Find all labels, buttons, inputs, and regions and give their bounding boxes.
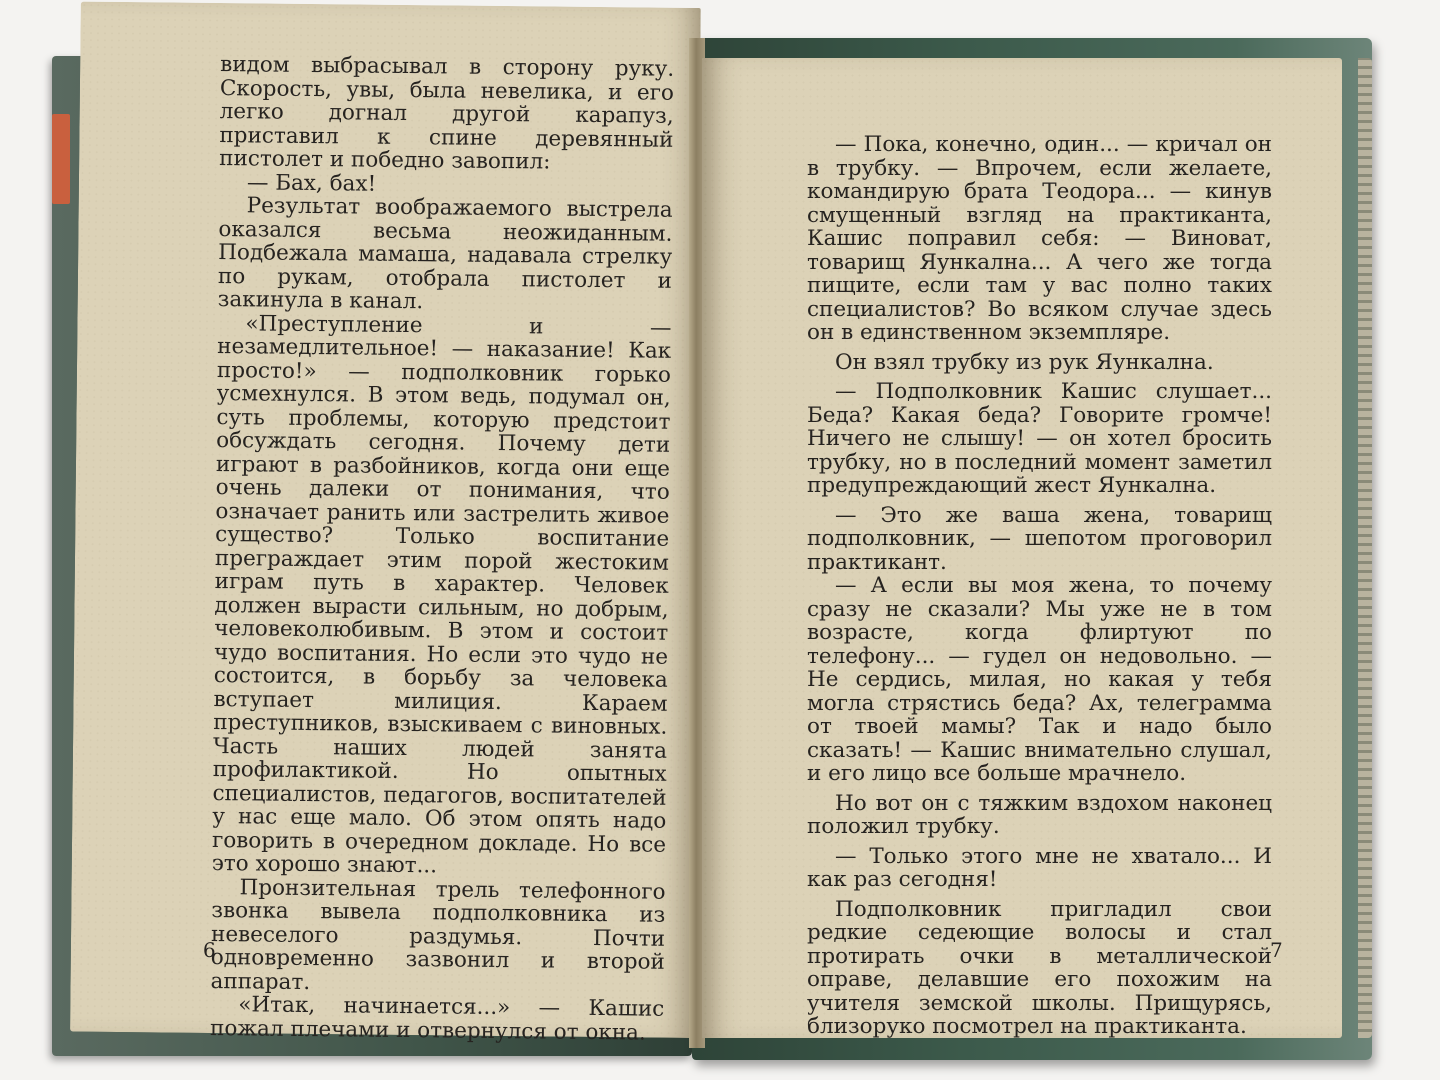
paragraph: Он взял трубку из рук Яункална.: [835, 349, 1214, 375]
paragraph: — А если вы моя жена, то почему сразу не сказали? Мы уже не в том возрасте, когда флиртуют по телефону... — гудел он недовольно. — Не сердись, милая, но какая у тебя могла стрястись беда? Ах, телеграмма от твоей мамы? Так и надо было сказать! — Кашис внимательно слушал, и его лицо все больше мрачнело.: [807, 573, 1272, 786]
paragraph: Результат воображаемого выстрела оказался весьма неожиданным. Подбежала мамаша, надавала стрелку по рукам, отобрала пистолет и закинула в канал.: [217, 193, 673, 315]
right-page: [702, 58, 1342, 1038]
paragraph: Но вот он с тяжким вздохом наконец положил трубку.: [807, 790, 1272, 839]
paragraph: Подполковник пригладил свои редкие седеющие волосы и стал протирать очки в металлической оправе, делавшие его похожим на учителя земской школы. Прищурясь, близоруко посмотрел на практиканта.: [807, 896, 1272, 1039]
cover-tab: [52, 114, 70, 204]
page-number: 6: [202, 937, 216, 963]
paragraph: — Это же ваша жена, товарищ подполковник, — шепотом проговорил практикант.: [807, 502, 1272, 575]
paragraph: Пронзительная трель телефонного звонка вывела подполковника из невеселого раздумья. Почти одновременно зазвонил и второй аппарат.: [210, 874, 666, 995]
page-edges: [1358, 58, 1372, 1038]
paragraph: — Подполковник Кашис слушает... Беда? Какая беда? Говорите громче! Ничего не слышу! — он хотел бросить трубку, но в последний момент заметил предупреждающий жест Яункална.: [807, 379, 1272, 498]
page-number: 7: [1270, 938, 1283, 962]
paragraph: — Только этого мне не хватало... И как раз сегодня!: [807, 843, 1272, 892]
right-page-text: [807, 133, 1272, 1039]
paragraph: «Итак, начинается...» — Кашис пожал плечами и отвернулся от окна.: [209, 992, 665, 1046]
open-book: [52, 8, 1372, 1070]
paragraph: — Пока, конечно, один... — кричал он в трубку. — Впрочем, если желаете, командирую брата Теодора... — кинув смущенный взгляд на практиканта, Кашис поправил себя: — Виноват, товарищ Яункална... А чего же тогда пищите, если там у вас полно таких специалистов? Во всяком случае здесь он в единственном экземпляре.: [807, 132, 1272, 345]
left-page-text: [210, 53, 674, 1045]
paragraph: видом выбрасывал в сторону руку. Скорость, увы, была невелика, и его легко догнал другой карапуз, приставил к спине деревянный пистолет и победно завопил:: [219, 52, 675, 175]
paragraph: «Преступление и — незамедлительное! — наказание! Как просто!» — подполковник горько усмехнулся. В этом ведь, подумал он, суть проблемы, которую предстоит обсуждать сегодня. Почему дети играют в разбойников, когда они еще очень далеки от понимания, что означает ранить или застрелить живое существо? Только воспитание преграждает этим порой жестоким играм путь в характер. Человек должен вырасти сильным, но добрым, человеколюбивым. В этом и состоит чудо воспитания. Но если это чудо не состоится, в борьбу за человека вступает милиция. Караем преступников, взыскиваем с виновных. Часть наших людей занята профилактикой. Но опытных специалистов, педагогов, воспитателей у нас еще мало. Об этом опять надо говорить в очередном докладе. Но все это хорошо знают...: [211, 310, 672, 879]
left-page: [70, 2, 701, 1046]
paragraph: — Бах, бах!: [246, 169, 377, 197]
